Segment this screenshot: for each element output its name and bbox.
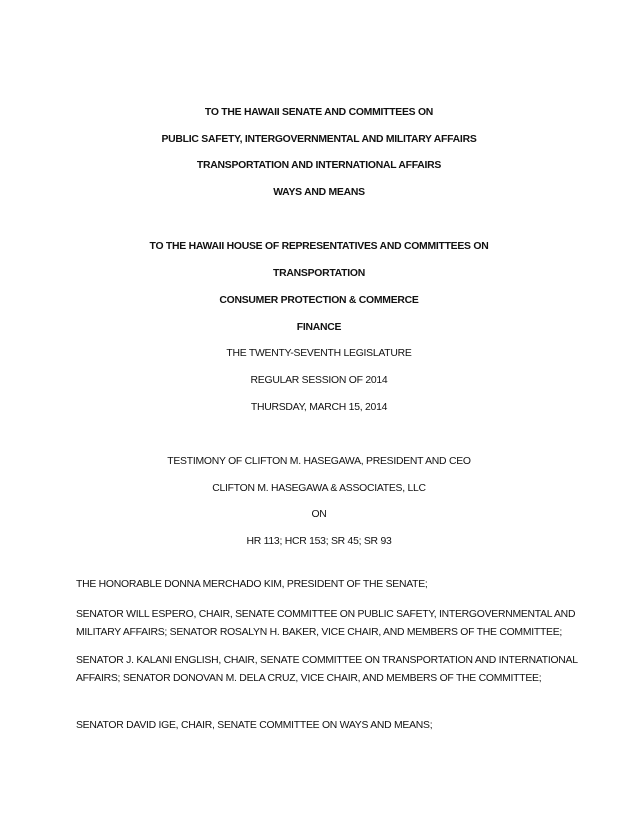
senate-header-line: WAYS AND MEANS [273,187,365,198]
addressee-paragraph [76,717,576,735]
testimony-line: HR 113; HCR 153; SR 45; SR 93 [246,536,392,547]
session-line: REGULAR SESSION OF 2014 [250,375,388,386]
house-header-line: TRANSPORTATION [273,268,365,279]
addressee-line: MILITARY AFFAIRS; SENATOR ROSALYN H. BAKER, VICE CHAIR, AND MEMBERS OF THE COMMITTEE; [76,627,563,638]
house-header-line: TO THE HAWAII HOUSE OF REPRESENTATIVES AND COMMITTEES ON [149,241,489,252]
house-header-line: CONSUMER PROTECTION & COMMERCE [219,295,419,306]
addressee-line: SENATOR J. KALANI ENGLISH, CHAIR, SENATE COMMITTEE ON TRANSPORTATION AND INTERNATIONAL [76,655,578,666]
session-line: THE TWENTY-SEVENTH LEGISLATURE [226,348,412,359]
addressee-line: SENATOR WILL ESPERO, CHAIR, SENATE COMMITTEE ON PUBLIC SAFETY, INTERGOVERNMENTAL AND [76,609,576,620]
testimony-line: ON [311,509,327,520]
senate-header-line: TO THE HAWAII SENATE AND COMMITTEES ON [204,107,434,118]
session-line: THURSDAY, MARCH 15, 2014 [250,402,388,413]
testimony-line: CLIFTON M. HASEGAWA & ASSOCIATES, LLC [212,483,426,494]
addressee-line: AFFAIRS; SENATOR DONOVAN M. DELA CRUZ, VICE CHAIR, AND MEMBERS OF THE COMMITTEE; [76,673,542,684]
senate-header-line: PUBLIC SAFETY, INTERGOVERNMENTAL AND MILITARY AFFAIRS [161,134,477,145]
addressee-line: THE HONORABLE DONNA MERCHADO KIM, PRESIDENT OF THE SENATE; [76,579,428,590]
addressee-paragraph [76,652,576,688]
testimony-line: TESTIMONY OF CLIFTON M. HASEGAWA, PRESIDENT AND CEO [167,456,471,467]
house-header-line: FINANCE [296,322,342,333]
senate-header-line: TRANSPORTATION AND INTERNATIONAL AFFAIRS [196,160,442,171]
addressee-line: SENATOR DAVID IGE, CHAIR, SENATE COMMITTEE ON WAYS AND MEANS; [76,720,433,731]
addressee-paragraph [76,606,576,642]
addressee-paragraph [76,576,576,594]
